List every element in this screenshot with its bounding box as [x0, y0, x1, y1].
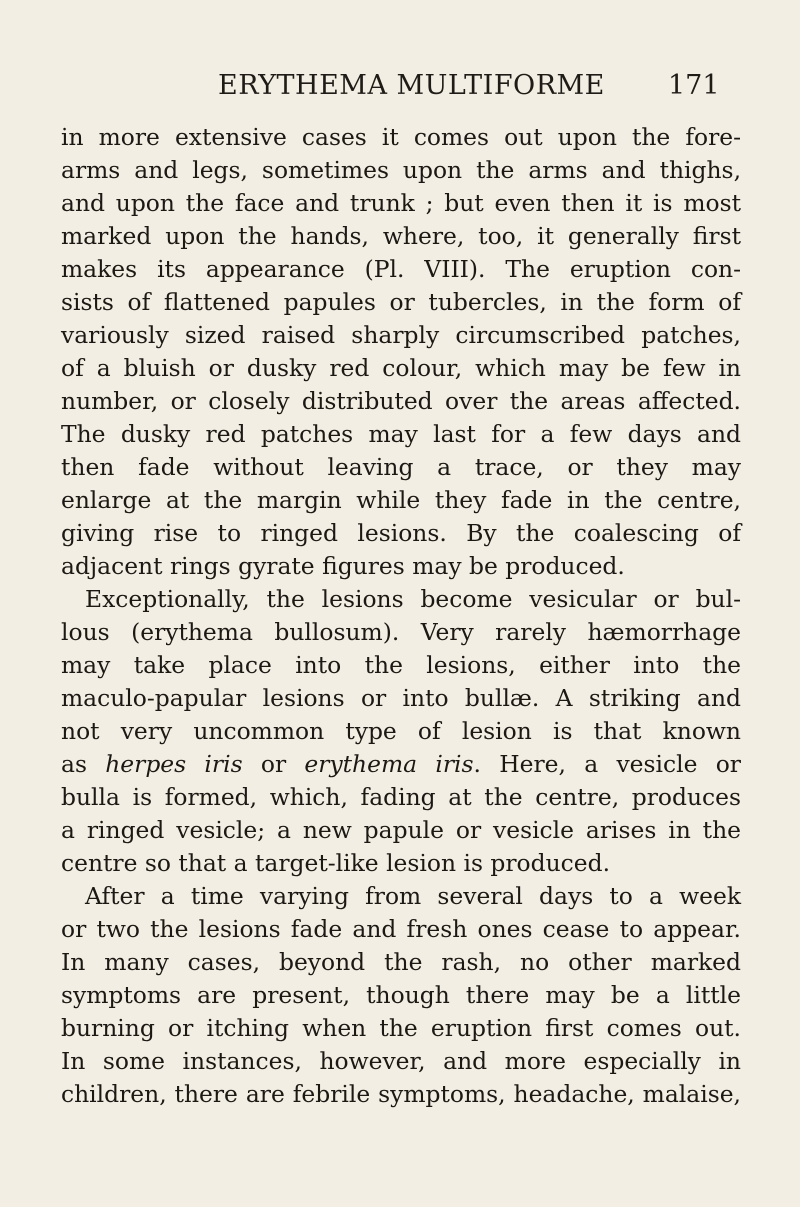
- body-text: [61, 121, 741, 1111]
- text-line: Exceptionally, the lesions become vesicular or bul-: [85, 585, 741, 613]
- text-line: In some instances, however, and more especially in: [61, 1047, 741, 1075]
- text-line: makes its appearance (Pl. VIII). The eruption con-: [61, 255, 741, 283]
- text-line: of a bluish or dusky red colour, which may be few in: [61, 354, 741, 382]
- italic-term-erythema-iris: erythema iris: [304, 750, 474, 778]
- running-head: [0, 70, 800, 110]
- text-line: not very uncommon type of lesion is that known: [61, 717, 741, 745]
- text-line: or two the lesions fade and fresh ones cease to appear.: [61, 915, 741, 943]
- italic-term-herpes-iris: herpes iris: [105, 750, 243, 778]
- text-segment: as: [61, 750, 106, 778]
- text-line: variously sized raised sharply circumscribed patches,: [61, 321, 741, 349]
- text-line: sists of flattened papules or tubercles, in the form of: [61, 288, 741, 316]
- text-line-with-italics: [61, 748, 741, 781]
- text-line: lous (erythema bullosum). Very rarely hæmorrhage: [61, 618, 741, 646]
- text-line: After a time varying from several days to a week: [85, 882, 741, 910]
- text-line: burning or itching when the eruption first comes out.: [61, 1014, 741, 1042]
- text-line: giving rise to ringed lesions. By the coalescing of: [61, 519, 741, 547]
- text-line: marked upon the hands, where, too, it generally first: [61, 222, 741, 250]
- text-line: centre so that a target-like lesion is produced.: [61, 849, 611, 877]
- text-segment: or: [242, 750, 305, 778]
- text-line: in more extensive cases it comes out upon the fore-: [61, 123, 741, 151]
- page-number: 171: [668, 70, 720, 101]
- text-segment: . Here, a vesicle or: [473, 750, 741, 778]
- text-line: bulla is formed, which, fading at the centre, produces: [61, 783, 741, 811]
- text-line: symptoms are present, though there may be a little: [61, 981, 741, 1009]
- text-line: and upon the face and trunk ; but even then it is most: [61, 189, 741, 217]
- text-line: The dusky red patches may last for a few days and: [61, 420, 741, 448]
- text-line: enlarge at the margin while they fade in the centre,: [61, 486, 741, 514]
- text-line: adjacent rings gyrate figures may be produced.: [61, 552, 625, 580]
- text-line: In many cases, beyond the rash, no other marked: [61, 948, 741, 976]
- text-line: then fade without leaving a trace, or they may: [61, 453, 741, 481]
- running-title: ERYTHEMA MULTIFORME: [218, 70, 605, 101]
- text-line: number, or closely distributed over the areas affected.: [61, 387, 741, 415]
- text-line: maculo-papular lesions or into bullæ. A striking and: [61, 684, 741, 712]
- text-line: arms and legs, sometimes upon the arms and thighs,: [61, 156, 741, 184]
- text-line: a ringed vesicle; a new papule or vesicle arises in the: [61, 816, 741, 844]
- text-line: children, there are febrile symptoms, headache, malaise,: [61, 1080, 741, 1108]
- text-line: may take place into the lesions, either into the: [61, 651, 741, 679]
